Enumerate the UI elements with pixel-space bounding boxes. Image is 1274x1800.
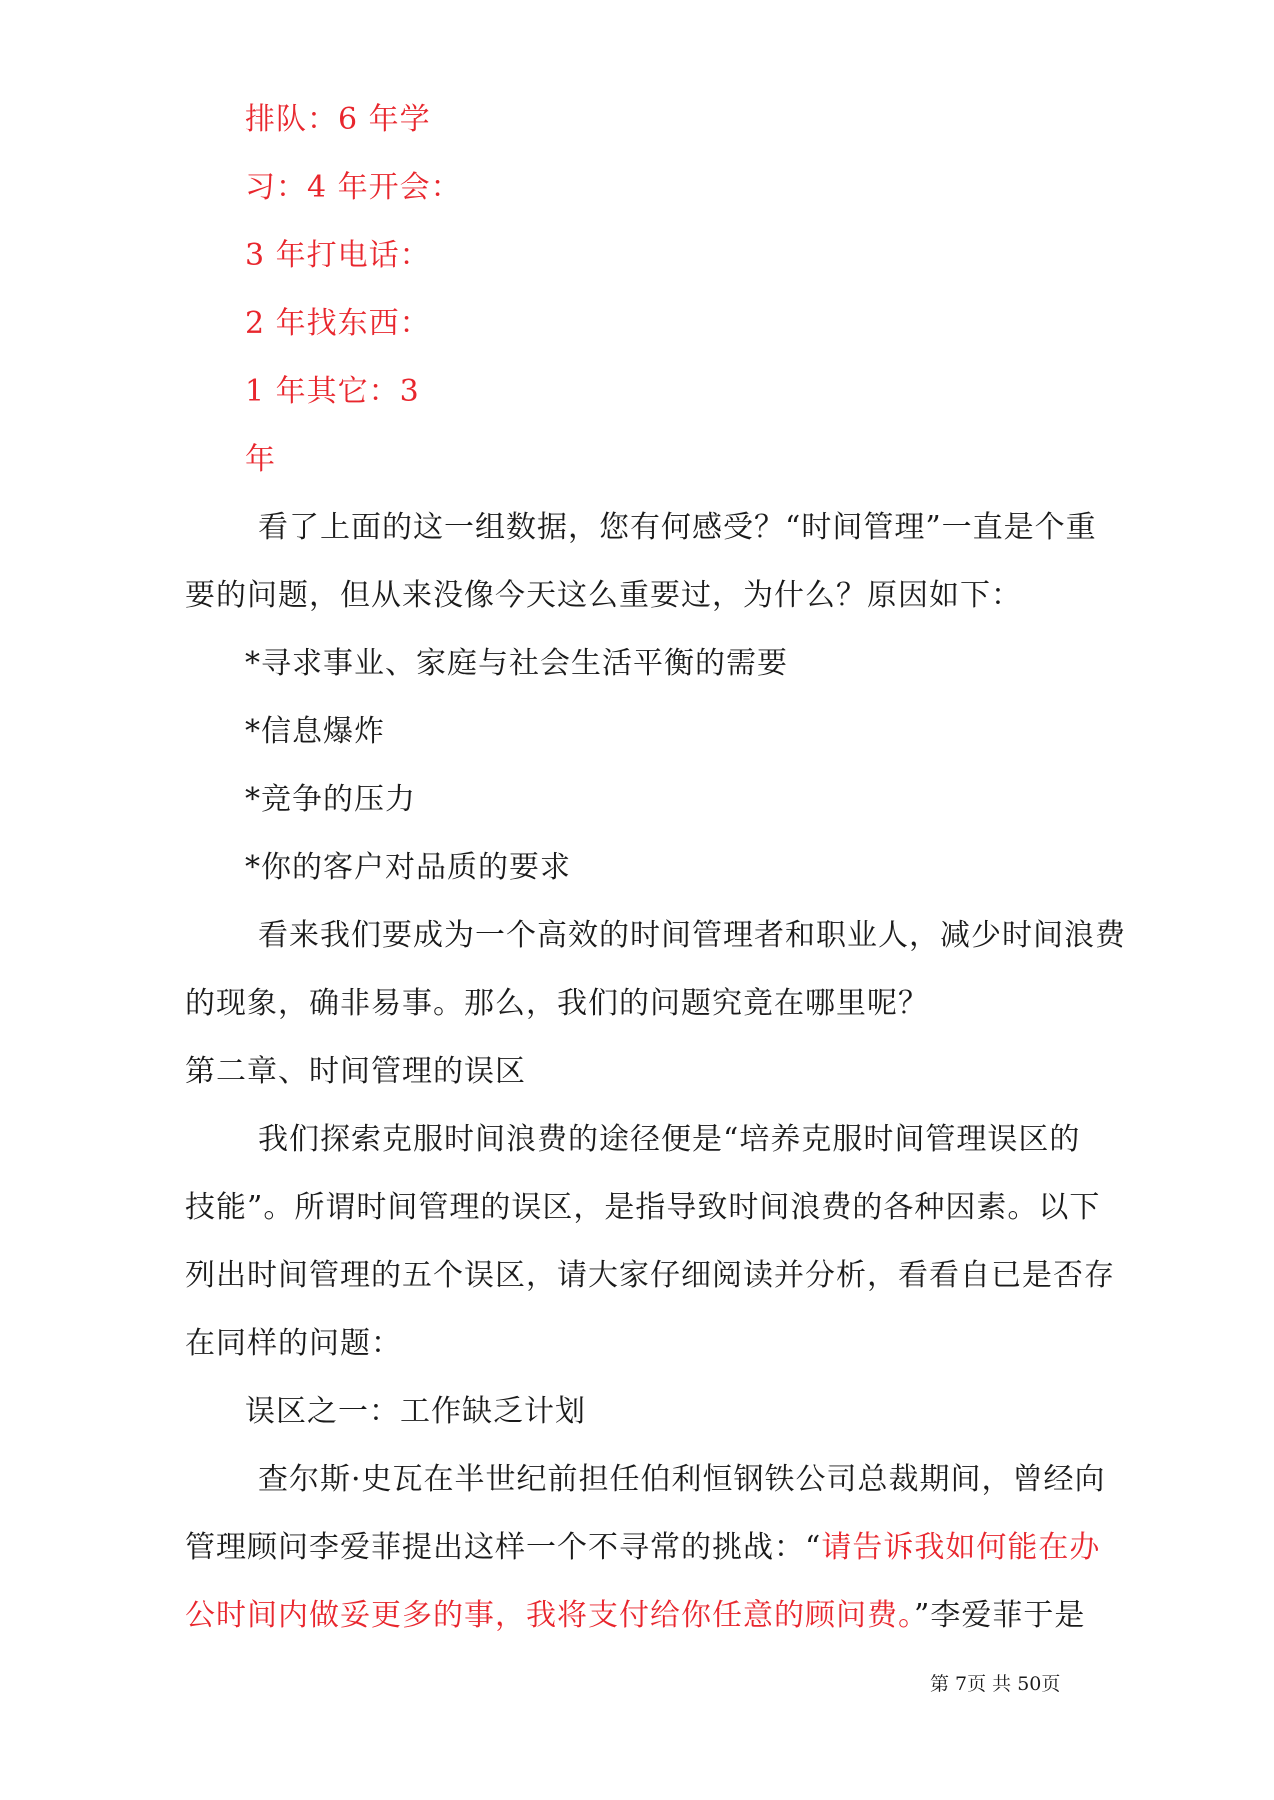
chapter-heading: 第二章、时间管理的误区	[185, 1054, 526, 1089]
stats-line: 1 年其它：3	[245, 374, 420, 409]
stats-line: 2 年找东西：	[245, 306, 431, 341]
paragraph-line: 列出时间管理的五个误区，请大家仔细阅读并分析，看看自已是否存	[185, 1258, 1115, 1293]
highlighted-quote: 请告诉我如何能在办	[821, 1530, 1101, 1565]
reason-item: *寻求事业、家庭与社会生活平衡的需要	[245, 646, 788, 681]
reason-item: *你的客户对品质的要求	[245, 850, 571, 885]
paragraph-text: ”李爱菲于是	[914, 1598, 1086, 1633]
paragraph-line: 技能”。所谓时间管理的误区，是指导致时间浪费的各种因素。以下	[185, 1190, 1101, 1225]
paragraph-line: 的现象，确非易事。那么，我们的问题究竟在哪里呢？	[185, 986, 929, 1021]
paragraph-line: 看来我们要成为一个高效的时间管理者和职业人，减少时间浪费	[258, 918, 1126, 953]
paragraph-line	[185, 1596, 1085, 1636]
reason-item: *竞争的压力	[245, 782, 416, 817]
paragraph-line: 看了上面的这一组数据，您有何感受？“时间管理”一直是个重	[258, 510, 1097, 545]
paragraph-line: 查尔斯·史瓦在半世纪前担任伯利恒钢铁公司总裁期间，曾经向	[258, 1462, 1106, 1497]
paragraph-line: 我们探索克服时间浪费的途径便是“培养克服时间管理误区的	[258, 1122, 1081, 1157]
page-number-footer: 第 7页 共 50页	[930, 1673, 1061, 1695]
reason-item: *信息爆炸	[245, 714, 385, 749]
paragraph-line: 在同样的问题：	[185, 1326, 402, 1361]
stats-line: 排队：6 年学	[245, 102, 431, 137]
section-heading: 误区之一：工作缺乏计划	[245, 1394, 586, 1429]
paragraph-text: 管理顾问李爱菲提出这样一个不寻常的挑战：“	[185, 1530, 822, 1565]
stats-line: 年	[245, 442, 276, 477]
paragraph-line	[185, 1528, 1100, 1568]
stats-line: 习：4 年开会：	[245, 170, 462, 205]
stats-line: 3 年打电话：	[245, 238, 431, 273]
highlighted-quote: 公时间内做妥更多的事，我将支付给你任意的顾问费。	[185, 1598, 914, 1633]
paragraph-line: 要的问题，但从来没像今天这么重要过，为什么？原因如下：	[185, 578, 1022, 613]
